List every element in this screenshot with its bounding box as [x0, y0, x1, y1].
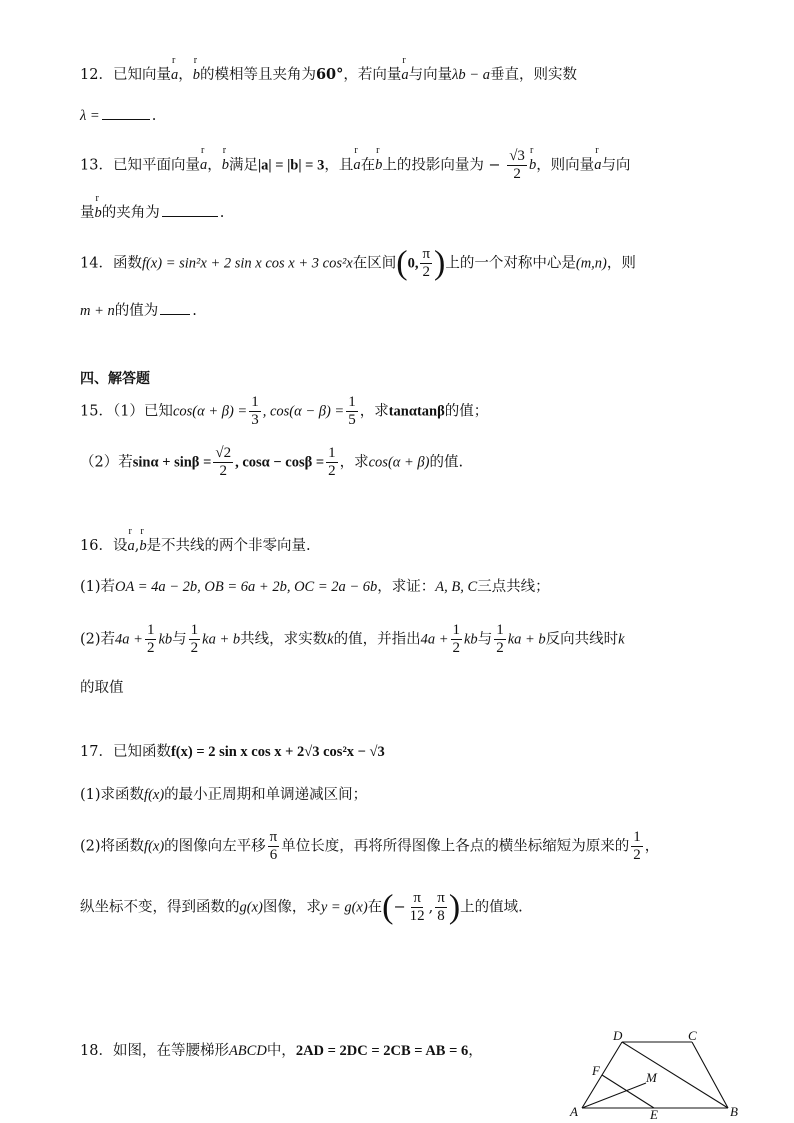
vector-a: r a	[171, 66, 178, 84]
denominator: 2	[452, 639, 460, 656]
label-e: E	[650, 1107, 658, 1120]
q15-expr: cos(α + β)	[368, 454, 430, 471]
numerator: 1	[328, 445, 336, 461]
fraction	[145, 622, 157, 657]
trapezoid-name: ABCD	[228, 1043, 267, 1059]
q17-text: 纵坐标不变，得到函数的	[80, 899, 240, 916]
fraction	[451, 622, 463, 657]
q14-text: 14．函数	[80, 255, 142, 272]
q15-text: ，求	[359, 403, 389, 420]
q16-expr: ka + b	[507, 631, 546, 648]
angle-value: 60°	[315, 66, 344, 83]
q13-text: ，则向量	[536, 157, 595, 174]
q15-text: 15．（1）已知	[80, 403, 173, 420]
denominator: 2	[328, 462, 336, 479]
segment-am	[582, 1083, 646, 1108]
q16-line4	[80, 679, 124, 697]
q16-text: 是不共线的两个非零向量.	[146, 538, 311, 554]
q16-text: 反向共线时	[545, 631, 619, 648]
q18-text: 中，	[266, 1043, 296, 1059]
q15-line2	[80, 445, 463, 480]
vector-b: r b	[139, 537, 146, 555]
center-point: (m,n)	[575, 255, 607, 272]
q16-expr: kb	[158, 631, 173, 648]
q17-text: 17．已知函数	[80, 744, 171, 760]
q16-line1	[80, 537, 311, 555]
q12-text: ，若向量	[343, 67, 402, 83]
q16-text: 三点共线；	[477, 579, 550, 595]
q15-text: （2）若	[80, 454, 133, 471]
denominator: 5	[348, 411, 356, 428]
q14-line2	[80, 302, 197, 320]
q17-text: (1)求函数	[80, 787, 145, 803]
q15-expr: cos(α + β) =	[172, 403, 248, 420]
numerator: π	[269, 829, 278, 845]
vector-b: r b	[193, 66, 200, 84]
q13-text: 量	[80, 205, 95, 221]
numerator: 1	[496, 622, 504, 638]
section-title: 四、解答题	[80, 371, 150, 387]
q12-line1	[80, 66, 577, 84]
numerator: 1	[452, 622, 460, 638]
fraction	[189, 622, 201, 657]
q16-line2	[80, 578, 550, 596]
q13-text: ，	[207, 157, 222, 174]
numerator: 1	[633, 829, 641, 845]
q15-line1	[80, 394, 488, 429]
q12-text: 12．已知向量	[80, 67, 171, 83]
fraction	[631, 829, 643, 864]
q12-line2	[80, 107, 156, 125]
denominator: 2	[422, 263, 430, 280]
vector-b: r b	[222, 156, 229, 174]
q18-expr: 2AD = 2DC = 2CB = AB = 6	[295, 1043, 469, 1059]
q12-text: 垂直，则实数	[489, 67, 577, 83]
q17-line3	[80, 829, 659, 864]
q13-line1	[80, 148, 630, 183]
q14-text: .	[192, 303, 197, 319]
vector-b: r b	[95, 204, 102, 222]
q15-text: ，求	[339, 454, 369, 471]
q16-expr: ka + b	[202, 631, 241, 648]
right-paren: )	[448, 888, 461, 926]
q16-text: 的值，并指出	[333, 631, 421, 648]
q13-line2	[80, 204, 224, 222]
q12-text: 与向量	[408, 67, 453, 83]
q16-text: 与	[172, 631, 187, 648]
q16-text: (2)若	[80, 631, 116, 648]
q15-expr: tanαtanβ	[388, 403, 445, 420]
label-f: F	[592, 1063, 600, 1078]
answer-blank	[162, 215, 218, 217]
fx: f(x)	[144, 838, 165, 855]
q17-text: 单位长度，再将所得图像上各点的横坐标缩短为原来的	[281, 838, 630, 855]
fraction	[507, 148, 527, 183]
trapezoid-figure	[566, 1030, 756, 1120]
q16-text: (1)若	[80, 579, 116, 595]
q17-line1	[80, 743, 385, 761]
q15-text: 的值.	[429, 454, 464, 471]
interval-start: 0,	[407, 255, 419, 272]
vector-a: r a	[594, 156, 601, 174]
q16-points: A, B, C	[435, 579, 478, 595]
q17-text: ，	[644, 838, 660, 855]
q13-text: 13．已知平面向量	[80, 157, 200, 174]
q16-expr: 4a +	[420, 631, 449, 648]
minus-sign: −	[483, 157, 506, 174]
q15-expr: sinα + sinβ =	[132, 454, 212, 471]
label-c: C	[688, 1030, 697, 1043]
denominator: 12	[409, 907, 425, 924]
denominator: 3	[251, 411, 259, 428]
q16-text: 16．设	[80, 538, 128, 554]
q14-text: ，则	[606, 255, 636, 272]
vector-a: r a	[127, 537, 134, 555]
q12-text: ，	[178, 67, 193, 83]
q13-text: 在	[360, 157, 376, 174]
vector-a: r a	[401, 66, 408, 84]
fx: f(x)	[144, 787, 165, 803]
vector-a: r a	[200, 156, 207, 174]
q16-text: 与	[477, 631, 493, 648]
denominator: 2	[190, 639, 199, 656]
label-a: A	[570, 1104, 578, 1119]
denominator: 2	[496, 639, 504, 656]
q17-text: 图像，求	[262, 899, 321, 916]
numerator: 1	[251, 394, 259, 410]
denominator: 2	[146, 639, 155, 656]
q15-expr: , cos(α − β) =	[262, 403, 345, 420]
q17-function: f(x) = 2 sin x cos x + 2√3 cos²x − √3	[170, 744, 385, 760]
label-m: M	[646, 1070, 657, 1085]
fraction	[268, 829, 280, 864]
q16-text: 的取值	[80, 680, 124, 696]
q13-text: 满足	[228, 157, 258, 174]
fraction	[408, 890, 427, 925]
q18-text: ，	[468, 1043, 483, 1059]
q13-text: 上的投影向量为	[382, 157, 484, 174]
q18-text: 18．如图，在等腰梯形	[80, 1043, 229, 1059]
q13-text: ，且	[324, 157, 354, 174]
numerator: √3	[509, 148, 525, 164]
numerator: 1	[146, 622, 155, 638]
answer-blank	[102, 118, 150, 120]
q13-text: 的夹角为	[101, 205, 160, 221]
denominator: 6	[269, 846, 278, 863]
q16-text: 共线，求实数	[240, 631, 328, 648]
vector-a: r a	[353, 156, 360, 174]
q13-text: .	[219, 205, 225, 221]
left-paren: (	[396, 244, 408, 282]
lambda-label: λ =	[80, 108, 100, 124]
q14-function: f(x) = sin²x + 2 sin x cos x + 3 cos²x	[141, 255, 353, 272]
q16-text: ，求证：	[377, 579, 436, 595]
q18-line1	[80, 1042, 483, 1060]
label-b: B	[730, 1104, 738, 1119]
fraction	[346, 394, 358, 429]
denominator: 8	[437, 907, 445, 924]
q14-expr: m + n	[80, 303, 115, 319]
answer-blank	[160, 313, 190, 315]
denominator: 2	[633, 846, 641, 863]
fraction	[420, 246, 432, 281]
denominator: 2	[219, 462, 227, 479]
q13-text: 与向	[601, 157, 631, 174]
k-var: k	[327, 631, 334, 648]
numerator: 1	[190, 622, 199, 638]
comma: ,	[428, 899, 434, 916]
numerator: π	[437, 890, 445, 906]
q17-text: 的最小正周期和单调递减区间；	[164, 787, 368, 803]
q15-text: 的值；	[444, 403, 489, 420]
fraction	[326, 445, 338, 480]
fraction	[494, 622, 506, 657]
fraction	[249, 394, 261, 429]
numerator: π	[422, 246, 431, 262]
comma: ,	[134, 538, 140, 554]
numerator: 1	[348, 394, 356, 410]
q17-line4	[80, 890, 523, 925]
q12-text: .	[151, 108, 157, 124]
gx: g(x)	[239, 899, 263, 916]
q16-line3	[80, 622, 625, 657]
numerator: √2	[215, 445, 232, 461]
q13-expr: |a| = |b| = 3	[257, 157, 325, 174]
q16-expr: kb	[464, 631, 478, 648]
left-paren: (	[382, 888, 394, 926]
q14-text: 在区间	[352, 255, 397, 272]
q17-text: 在	[367, 899, 383, 916]
numerator: π	[413, 890, 421, 906]
vector-b: r b	[375, 156, 382, 174]
k-var: k	[618, 631, 625, 648]
q17-line2	[80, 786, 367, 804]
q15-expr: , cosα − cosβ =	[235, 454, 325, 471]
q14-text: 上的一个对称中心是	[445, 255, 576, 272]
fraction	[213, 445, 233, 480]
vector-b: r b	[529, 156, 536, 174]
label-d: D	[613, 1030, 623, 1043]
q16-expr: 4a +	[115, 631, 143, 648]
q14-line1	[80, 246, 636, 281]
right-paren: )	[434, 244, 446, 282]
denominator: 2	[513, 165, 521, 182]
q16-vectors: OA = 4a − 2b, OB = 6a + 2b, OC = 2a − 6b	[115, 579, 378, 595]
q17-text: 的图像向左平移	[164, 838, 266, 855]
y-eq-gx: y = g(x)	[320, 899, 368, 916]
edge-cb	[692, 1042, 728, 1108]
q14-text: 的值为	[114, 303, 159, 319]
fraction	[435, 890, 447, 925]
q12-expr: λb − a	[452, 67, 490, 83]
minus-sign: −	[393, 899, 406, 916]
q17-text: (2)将函数	[80, 838, 145, 855]
q17-text: 上的值域.	[460, 899, 523, 916]
q12-text: 的模相等且夹角为	[199, 67, 316, 83]
